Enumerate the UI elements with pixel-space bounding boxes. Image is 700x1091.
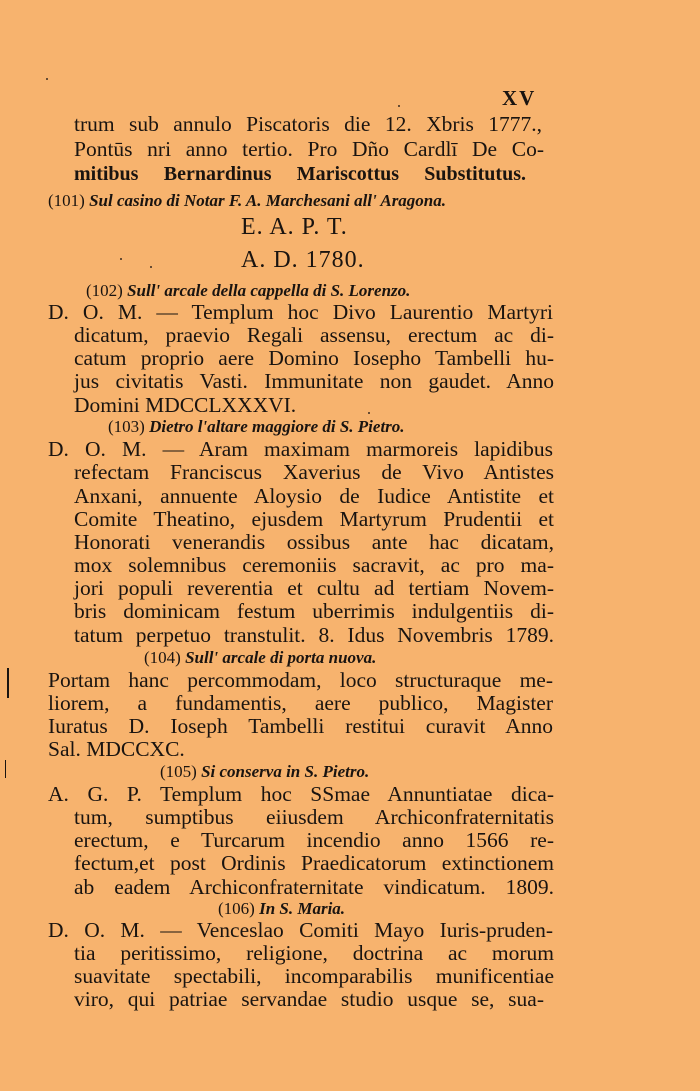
speck — [150, 266, 152, 268]
text-line: Pontūs nri anno tertio. Pro Dño Cardlī De Co- — [74, 137, 544, 161]
inscription-number: (105) — [160, 762, 197, 781]
text-line: tatum perpetuo transtulit. 8. Idus Novembris 1789. — [74, 623, 554, 647]
text-line: Comite Theatino, ejusdem Martyrum Prudentii et — [74, 507, 554, 531]
text-line: Portam hanc percommodam, loco structuraque me- — [48, 668, 553, 692]
inscription-location: Sull' arcale della cappella di S. Lorenzo. — [127, 281, 411, 300]
inscription-number: (104) — [144, 648, 181, 667]
text-line: ab eadem Archiconfraternitate vindicatum. 1809. — [74, 875, 554, 899]
inscription-line: E. A. P. T. — [241, 214, 348, 240]
inscription-heading — [218, 899, 345, 919]
page-number: XV — [502, 86, 537, 110]
speck — [46, 78, 48, 80]
inscription-number: (102) — [86, 281, 123, 300]
text-line: D. O. M. — Venceslao Comiti Mayo Iuris-pruden- — [48, 918, 553, 942]
inscription-location: In S. Maria. — [259, 899, 346, 918]
text-line: erectum, e Turcarum incendio anno 1566 re- — [74, 828, 554, 852]
inscription-location: Si conserva in S. Pietro. — [201, 762, 370, 781]
margin-mark — [5, 760, 6, 778]
text-line: Sal. MDCCXC. — [48, 737, 185, 761]
text-line: A. G. P. Templum hoc SSmae Annuntiatae dica- — [48, 782, 554, 806]
inscription-heading — [144, 648, 376, 668]
inscription-number: (106) — [218, 899, 255, 918]
text-line: dicatum, praevio Regali assensu, erectum ac di- — [74, 323, 554, 347]
text-line: bris dominicam festum uberrimis indulgentiis di- — [74, 599, 554, 623]
text-line: Iuratus D. Ioseph Tambelli restitui curavit Anno — [48, 714, 553, 738]
text-line: trum sub annulo Piscatoris die 12. Xbris 1777., — [74, 112, 542, 136]
text-line: viro, qui patriae servandae studio usque se, sua- — [74, 987, 544, 1011]
inscription-number: (103) — [108, 417, 145, 436]
text-line: jori populi reverentia et cultu ad tertiam Novem- — [74, 576, 554, 600]
speck — [398, 105, 400, 107]
text-line: liorem, a fundamentis, aere publico, Magister — [48, 691, 553, 715]
text-line: Honorati venerandis ossibus ante hac dicatam, — [74, 530, 554, 554]
text-line: suavitate spectabili, incomparabilis munificentiae — [74, 964, 554, 988]
text-line: tia peritissimo, religione, doctrina ac morum — [74, 941, 554, 965]
text-line: Domini MDCCLXXXVI. — [74, 393, 297, 417]
inscription-line: A. D. 1780. — [241, 247, 365, 273]
text-line: D. O. M. — Aram maximam marmoreis lapidibus — [48, 437, 553, 461]
margin-mark — [7, 668, 9, 698]
inscription-heading — [48, 191, 446, 211]
text-line: tum, sumptibus eiiusdem Archiconfraternitatis — [74, 805, 554, 829]
text-line: mox solemnibus ceremoniis sacravit, ac pro ma- — [74, 553, 554, 577]
inscription-location: Sul casino di Notar F. A. Marchesani all' Aragona. — [89, 191, 447, 210]
inscription-number: (101) — [48, 191, 85, 210]
text-line: catum proprio aere Domino Iosepho Tambelli hu- — [74, 346, 554, 370]
inscription-heading — [160, 762, 369, 782]
text-line: D. O. M. — Templum hoc Divo Laurentio Martyri — [48, 300, 553, 324]
text-line: jus civitatis Vasti. Immunitate non gaudet. Anno — [74, 369, 554, 393]
speck — [368, 412, 370, 414]
inscription-heading — [86, 281, 410, 301]
inscription-heading — [108, 417, 405, 437]
inscription-location: Sull' arcale di porta nuova. — [185, 648, 377, 667]
inscription-location: Dietro l'altare maggiore di S. Pietro. — [149, 417, 405, 436]
text-line: Anxani, annuente Aloysio de Iudice Antistite et — [74, 484, 554, 508]
text-line: mitibus Bernardinus Mariscottus Substitutus. — [74, 163, 526, 185]
text-line: refectam Franciscus Xaverius de Vivo Antistes — [74, 460, 554, 484]
speck — [120, 258, 122, 260]
text-line: fectum,et post Ordinis Praedicatorum extinctionem — [74, 851, 554, 875]
